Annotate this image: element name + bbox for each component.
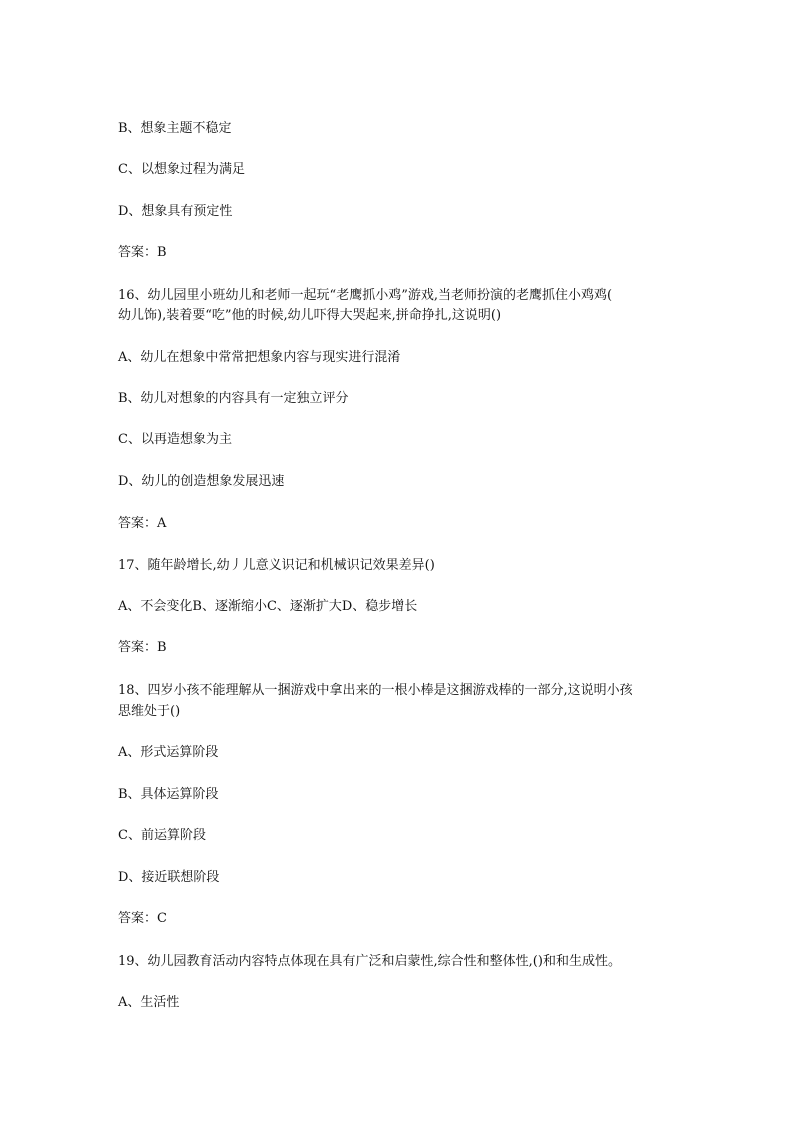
- question-16-option-a: A、幼儿在想象中常常把想象内容与现实进行混淆: [118, 350, 401, 365]
- question-16-answer: 答案：A: [118, 516, 167, 531]
- question-18-option-c: C、前运算阶段: [118, 828, 206, 843]
- question-18-line-1: 18、四岁小孩不能理解从一捆游戏中拿出来的一根小棒是这捆游戏棒的一部分,这说明小孩: [118, 683, 633, 698]
- question-18-option-a: A、形式运算阶段: [118, 745, 219, 760]
- question-17-options: A、不会变化B、逐渐缩小C、逐渐扩大D、稳步增长: [118, 599, 418, 614]
- option-c-line: C、以想象过程为满足: [118, 162, 245, 177]
- question-16-option-b: B、幼儿对想象的内容具有一定独立评分: [118, 391, 349, 406]
- question-17-text: 17、随年龄增长,幼丿儿意义识记和机械识记效果差异(): [118, 558, 435, 573]
- question-18-answer: 答案：C: [118, 911, 167, 926]
- question-18-line-2: 思维处于(): [118, 704, 181, 719]
- question-17-answer: 答案：B: [118, 640, 167, 655]
- question-18-option-d: D、接近联想阶段: [118, 870, 220, 885]
- option-b-line: B、想象主题不稳定: [118, 121, 232, 136]
- question-18-option-b: B、具体运算阶段: [118, 787, 219, 802]
- question-19-option-a: A、生活性: [118, 995, 180, 1010]
- question-19-text: 19、幼儿园教育活动内容特点体现在具有广泛和启蒙性,综合性和整体性,()和和生成性。: [118, 954, 621, 969]
- question-16-line-1: 16、幼儿园里小班幼儿和老师一起玩“老鹰抓小鸡”游戏,当老师扮演的老鹰抓住小鸡鸡(: [118, 288, 613, 303]
- option-d-line: D、想象具有预定性: [118, 204, 233, 219]
- question-16-option-d: D、幼儿的创造想象发展迅速: [118, 474, 285, 489]
- answer-line: 答案：B: [118, 245, 167, 260]
- question-16-line-2: 幼儿饰),装着要“吃”他的时候,幼儿吓得大哭起来,拼命挣扎,这说明(): [118, 308, 502, 323]
- question-16-option-c: C、以再造想象为主: [118, 432, 232, 447]
